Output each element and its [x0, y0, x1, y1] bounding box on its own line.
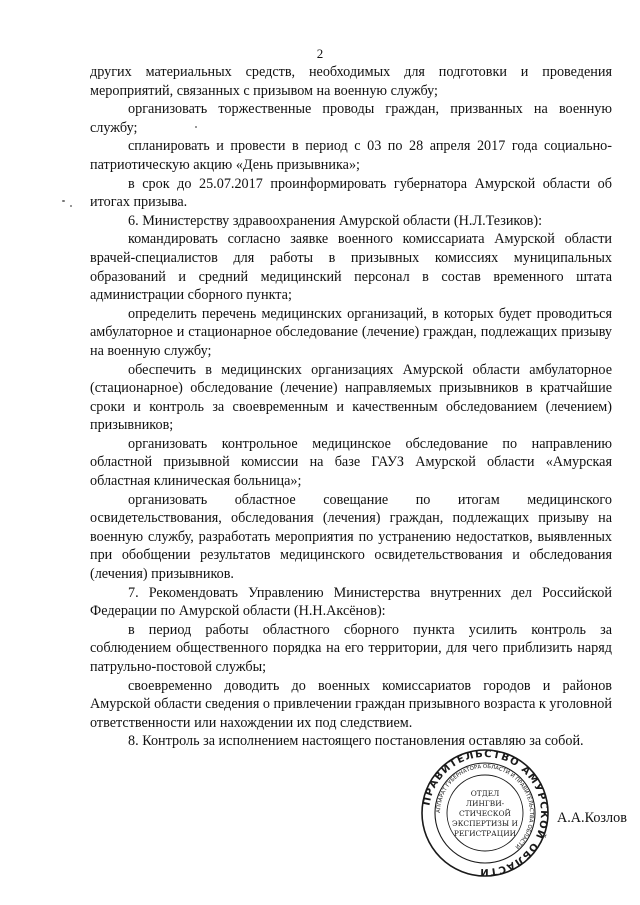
svg-text:СТИЧЕСКОЙ: СТИЧЕСКОЙ	[458, 809, 512, 818]
signature-block	[420, 748, 627, 878]
scan-speck	[62, 200, 65, 202]
paragraph: своевременно доводить до военных комиссариатов городов и районов Амурской области сведения о привлечении граждан призывного возраста к уголовной ответственности или нахождении их под следствием.	[90, 677, 612, 731]
paragraph: в период работы областного сборного пункта усилить контроль за соблюдением общественного порядка на его территории, для чего приблизить наряд патрульно-постовой службы;	[90, 621, 612, 675]
svg-text:ПРАВИТЕЛЬСТВО АМУРСКОЙ ОБЛАСТИ: ПРАВИТЕЛЬСТВО АМУРСКОЙ ОБЛАСТИ	[421, 748, 550, 878]
paragraph: в срок до 25.07.2017 проинформировать губернатора Амурской области об итогах призыва.	[90, 175, 612, 211]
paragraph: других материальных средств, необходимых для подготовки и проведения мероприятий, связанных с призывом на военную службу;	[90, 64, 612, 99]
paragraph: спланировать и провести в период с 03 по 28 апреля 2017 года социально-патриотическую акцию «День призывника»;	[90, 138, 612, 173]
signer-name: А.А.Козлов	[557, 810, 627, 826]
official-stamp-icon	[420, 748, 550, 878]
paragraph: командировать согласно заявке военного комиссариата Амурской области врачей-специалистов для работы в призывных комиссиях муниципальных образований и средний медицинский персонал в состав временного штата администрации сборного пункта;	[90, 231, 612, 304]
paragraph: 6. Министерству здравоохранения Амурской области (Н.Л.Тезиков):	[128, 212, 543, 229]
paragraph: определить перечень медицинских организаций, в которых будет проводиться амбулаторное и стационарное обследование (лечение) граждан, подлежащих призыву на военную службу;	[90, 305, 612, 359]
svg-text:АППАРАТ ГУБЕРНАТОРА ОБЛАСТИ И: АППАРАТ ГУБЕРНАТОРА ОБЛАСТИ И ПРАВИТЕЛЬСТВА ОБЛАСТИ	[435, 763, 535, 850]
scan-speck	[195, 126, 197, 128]
paragraph: организовать контрольное медицинское обследование по направлению областной призывной комиссии на базе ГАУЗ Амурской области «Амурская областная клиническая больница»;	[90, 435, 612, 490]
paragraph: 8. Контроль за исполнением настоящего постановления оставляю за собой.	[128, 733, 584, 750]
svg-text:РЕГИСТРАЦИИ: РЕГИСТРАЦИИ	[453, 829, 517, 838]
page-number: 2	[316, 46, 324, 61]
paragraph: организовать торжественные проводы граждан, призванных на военную службу;	[90, 101, 612, 136]
svg-text:ЭКСПЕРТИЗЫ И: ЭКСПЕРТИЗЫ И	[452, 819, 518, 828]
paragraph: 7. Рекомендовать Управлению Министерства внутренних дел Российской Федерации по Амурской области (Н.Н.Аксёнов):	[90, 584, 612, 620]
paragraph: организовать областное совещание по итогам медицинского освидетельствования, обследования (лечения) граждан, подлежащих призыву на военную службу, разработать мероприятия по устранению недостатков, выявленных при обобщении результатов медицинского освидетельствования и обследования (лечения) призывников.	[90, 491, 612, 583]
svg-text:ОТДЕЛ: ОТДЕЛ	[470, 789, 500, 798]
paragraph: обеспечить в медицинских организациях Амурской области амбулаторное (стационарное) обследование (лечение) направляемых призывников в кратчайшие сроки и контроль за своевременным и качественным обследованием (лечением) призывников;	[90, 361, 612, 434]
document-body	[90, 63, 612, 751]
scan-speck	[70, 205, 72, 207]
svg-text:ЛИНГВИ-: ЛИНГВИ-	[465, 799, 505, 808]
